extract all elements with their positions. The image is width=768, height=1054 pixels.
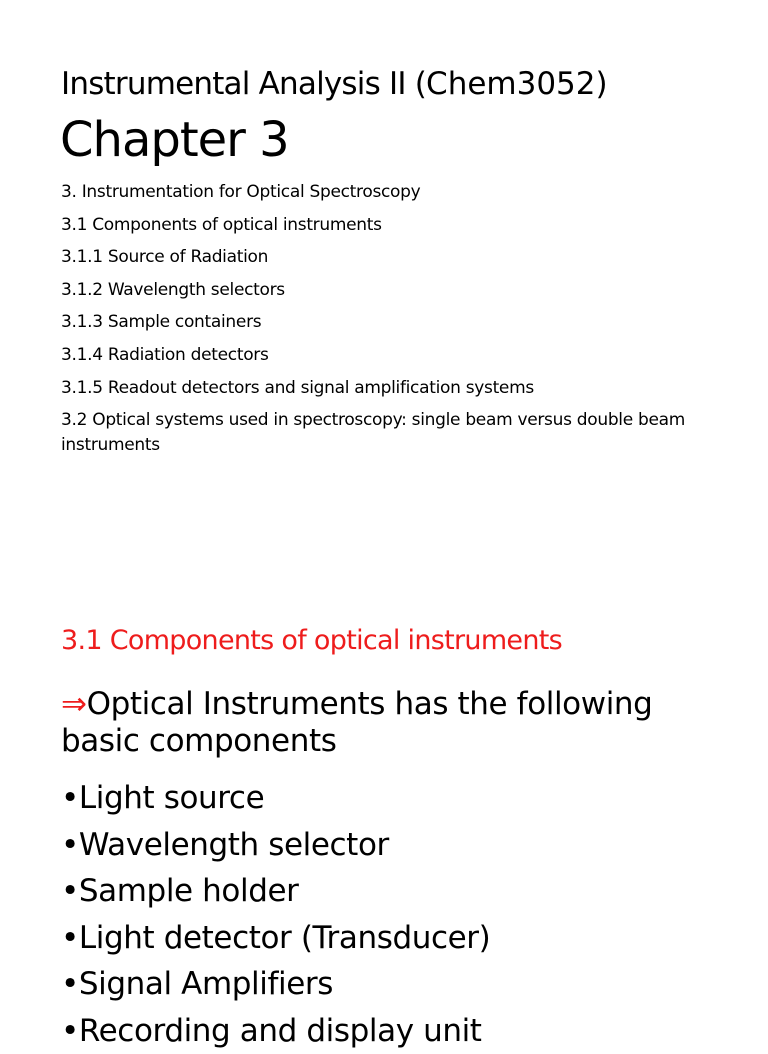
course-title: [61, 62, 608, 106]
toc-item: 3.2 Optical systems used in spectroscopy: single beam versus double beam instruments: [61, 408, 721, 458]
list-item: •Sample holder: [61, 868, 490, 915]
slide-components: [0, 535, 768, 1024]
intro-statement: [61, 686, 731, 760]
list-item: •Light source: [61, 775, 490, 822]
toc-item: 3.1.3 Sample containers: [61, 310, 721, 335]
toc-item: 3.1.1 Source of Radiation: [61, 245, 721, 270]
list-item: •Wavelength selector: [61, 822, 490, 869]
chapter-title: Chapter 3: [60, 110, 289, 170]
toc-item: 3.1.5 Readout detectors and signal amplification systems: [61, 376, 721, 401]
toc-item: 3.1 Components of optical instruments: [61, 213, 721, 238]
table-of-contents: [61, 180, 721, 466]
list-item: •Signal Amplifiers: [61, 961, 490, 1008]
course-title-text: Instrumental Analysis II (: [61, 66, 426, 102]
section-heading: 3.1 Components of optical instruments: [61, 621, 562, 661]
course-code: Chem3052): [426, 66, 608, 102]
list-item: •Light detector (Transducer): [61, 915, 490, 962]
toc-item: 3. Instrumentation for Optical Spectroscopy: [61, 180, 721, 205]
components-list: [61, 775, 490, 1054]
toc-item: 3.1.2 Wavelength selectors: [61, 278, 721, 303]
intro-text: Optical Instruments has the following basic components: [61, 686, 652, 759]
toc-item: 3.1.4 Radiation detectors: [61, 343, 721, 368]
implies-arrow-icon: ⇒: [61, 686, 87, 722]
list-item: •Recording and display unit: [61, 1008, 490, 1054]
